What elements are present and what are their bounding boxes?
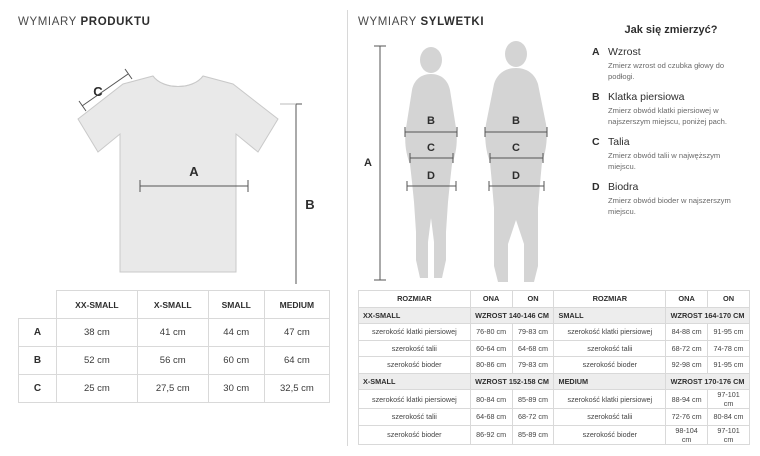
left-title-light: WYMIARY: [18, 16, 77, 28]
cell-a-medium: 47 cm: [264, 319, 329, 347]
label-b-male: B: [512, 115, 520, 127]
header-ona-left: ONA: [470, 291, 512, 308]
header-ona-right: ONA: [666, 291, 708, 308]
table-header-row: [359, 291, 750, 308]
group-size-xsmall: X-SMALL: [359, 373, 471, 390]
cell-c-xsmall: 27,5 cm: [137, 375, 208, 403]
cell-hips-on-xs: 85-89 cm: [512, 425, 554, 444]
right-title-bold: SYLWETKI: [420, 16, 485, 28]
group-height-xsmall: WZROST 152-158 CM: [470, 373, 554, 390]
group-size-small: SMALL: [554, 307, 666, 324]
cell-waist-ona-xxs: 60-64 cm: [470, 340, 512, 357]
cell-c-medium: 32,5 cm: [264, 375, 329, 403]
instruction-desc-c: Zmierz obwód talii w najwęższym miejscu.: [608, 151, 721, 171]
group-size-xxsmall: XX-SMALL: [359, 307, 471, 324]
row-label-chest-2: szerokość klatki piersiowej: [554, 324, 666, 341]
header-rozmiar-right: ROZMIAR: [554, 291, 666, 308]
product-size-table: [18, 290, 330, 403]
tshirt-shape: [78, 76, 278, 272]
tshirt-diagram: [18, 34, 338, 286]
row-label-a: A: [19, 319, 57, 347]
cell-a-small: 44 cm: [208, 319, 264, 347]
table-row: [359, 390, 750, 409]
table-row: [19, 347, 330, 375]
table-row: [19, 319, 330, 347]
header-on-right: ON: [708, 291, 750, 308]
cell-hips-on-s: 91-95 cm: [708, 357, 750, 374]
measure-instruction-d: [592, 181, 750, 217]
female-silhouette: [405, 47, 457, 278]
group-height-xxsmall: WZROST 140-146 CM: [470, 307, 554, 324]
row-label-hips-4: szerokość bioder: [554, 425, 666, 444]
table-group-row: [359, 307, 750, 324]
cell-hips-on-xxs: 79-83 cm: [512, 357, 554, 374]
instruction-letter-a: A: [592, 46, 600, 58]
how-to-measure-heading: Jak się zmierzyć?: [624, 24, 718, 36]
cell-waist-on-xxs: 64-68 cm: [512, 340, 554, 357]
label-a: A: [189, 164, 199, 179]
cell-hips-ona-xxs: 80-86 cm: [470, 357, 512, 374]
table-header-row: [19, 291, 330, 319]
cell-chest-ona-s: 84-88 cm: [666, 324, 708, 341]
instruction-letter-c: C: [592, 136, 600, 148]
table-row: [359, 340, 750, 357]
cell-hips-on-m: 97-101 cm: [708, 425, 750, 444]
group-height-small: WZROST 164-170 CM: [666, 307, 750, 324]
cell-c-xxsmall: 25 cm: [57, 375, 138, 403]
label-a-height: A: [364, 157, 372, 169]
header-rozmiar-left: ROZMIAR: [359, 291, 471, 308]
instruction-name-c: Talia: [608, 136, 630, 148]
label-c-female: C: [427, 142, 435, 154]
cell-hips-ona-m: 98-104 cm: [666, 425, 708, 444]
cell-chest-on-s: 91-95 cm: [708, 324, 750, 341]
cell-chest-on-xxs: 79-83 cm: [512, 324, 554, 341]
instruction-name-a: Wzrost: [608, 46, 641, 58]
group-size-medium: MEDIUM: [554, 373, 666, 390]
table-group-row: [359, 373, 750, 390]
body-size-table: [358, 290, 750, 445]
row-label-waist-1: szerokość talii: [359, 340, 471, 357]
group-height-medium: WZROST 170-176 CM: [666, 373, 750, 390]
cell-chest-ona-xs: 80-84 cm: [470, 390, 512, 409]
cell-b-xsmall: 56 cm: [137, 347, 208, 375]
cell-chest-on-m: 97-101 cm: [708, 390, 750, 409]
cell-b-medium: 64 cm: [264, 347, 329, 375]
silhouette-diagram: [358, 32, 588, 290]
cell-waist-on-s: 74-78 cm: [708, 340, 750, 357]
header-on-left: ON: [512, 291, 554, 308]
corner-cell: [19, 291, 57, 319]
instruction-desc-a: Zmierz wzrost od czubka głowy do podłogi.: [608, 61, 725, 81]
label-d-male: D: [512, 170, 520, 182]
cell-a-xxsmall: 38 cm: [57, 319, 138, 347]
col-header-xsmall: X-SMALL: [137, 291, 208, 319]
measure-instruction-a: [592, 46, 750, 82]
cell-chest-ona-xxs: 76-80 cm: [470, 324, 512, 341]
row-label-c: C: [19, 375, 57, 403]
row-label-b: B: [19, 347, 57, 375]
row-label-chest-3: szerokość klatki piersiowej: [359, 390, 471, 409]
instruction-letter-d: D: [592, 181, 600, 193]
table-row: [359, 357, 750, 374]
col-header-small: SMALL: [208, 291, 264, 319]
instruction-name-d: Biodra: [608, 181, 639, 193]
instruction-letter-b: B: [592, 91, 600, 103]
table-row: [359, 324, 750, 341]
measure-instruction-b: [592, 91, 750, 127]
instruction-name-b: Klatka piersiowa: [608, 91, 685, 103]
product-measurements-panel: [0, 0, 340, 456]
left-title-bold: PRODUKTU: [80, 16, 151, 28]
instruction-desc-b: Zmierz obwód klatki piersiowej w najszerszym miejscu, poniżej pach.: [608, 106, 728, 126]
measure-a-height: [374, 46, 386, 280]
cell-waist-ona-s: 68-72 cm: [666, 340, 708, 357]
label-c-male: C: [512, 142, 520, 154]
row-label-chest-1: szerokość klatki piersiowej: [359, 324, 471, 341]
table-row: [359, 409, 750, 426]
how-to-measure-block: [592, 24, 750, 226]
cell-chest-ona-m: 88-94 cm: [666, 390, 708, 409]
cell-b-xxsmall: 52 cm: [57, 347, 138, 375]
label-b: B: [305, 197, 315, 212]
row-label-hips-1: szerokość bioder: [359, 357, 471, 374]
right-title-light: WYMIARY: [358, 16, 417, 28]
row-label-chest-4: szerokość klatki piersiowej: [554, 390, 666, 409]
measure-instruction-c: [592, 136, 750, 172]
cell-waist-ona-m: 72-76 cm: [666, 409, 708, 426]
male-silhouette: [485, 41, 547, 282]
cell-waist-on-m: 80-84 cm: [708, 409, 750, 426]
col-header-medium: MEDIUM: [264, 291, 329, 319]
label-d-female: D: [427, 170, 435, 182]
cell-chest-on-xs: 85-89 cm: [512, 390, 554, 409]
col-header-xxsmall: XX-SMALL: [57, 291, 138, 319]
cell-hips-ona-s: 92-98 cm: [666, 357, 708, 374]
row-label-hips-3: szerokość bioder: [359, 425, 471, 444]
cell-waist-ona-xs: 64-68 cm: [470, 409, 512, 426]
body-measurements-panel: [340, 0, 760, 456]
cell-waist-on-xs: 68-72 cm: [512, 409, 554, 426]
cell-a-xsmall: 41 cm: [137, 319, 208, 347]
label-b-female: B: [427, 115, 435, 127]
left-panel-title: [18, 16, 340, 28]
row-label-waist-2: szerokość talii: [554, 340, 666, 357]
table-row: [19, 375, 330, 403]
table-row: [359, 425, 750, 444]
label-c: C: [93, 84, 103, 99]
row-label-waist-4: szerokość talii: [554, 409, 666, 426]
cell-hips-ona-xs: 86-92 cm: [470, 425, 512, 444]
instruction-desc-d: Zmierz obwód bioder w najszerszym miejscu.: [608, 196, 731, 216]
row-label-waist-3: szerokość talii: [359, 409, 471, 426]
cell-b-small: 60 cm: [208, 347, 264, 375]
cell-c-small: 30 cm: [208, 375, 264, 403]
row-label-hips-2: szerokość bioder: [554, 357, 666, 374]
